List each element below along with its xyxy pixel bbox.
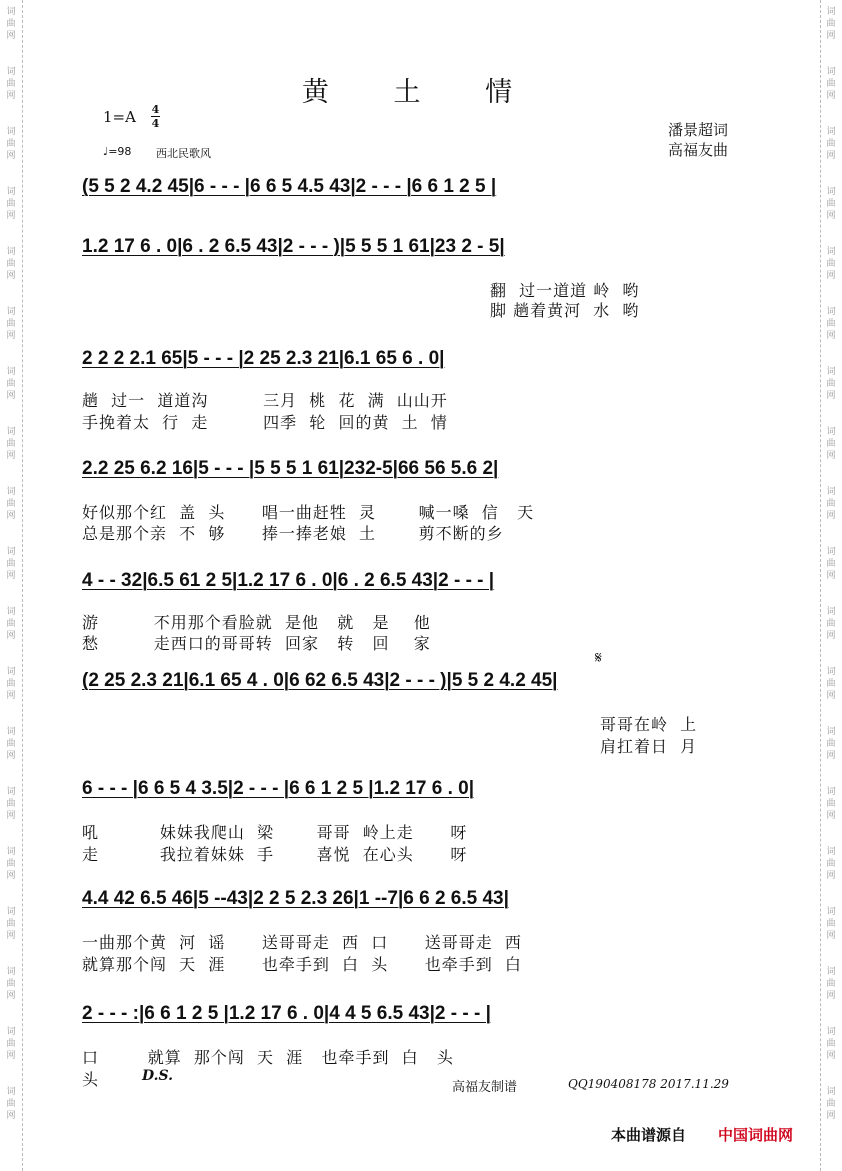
lyrics-line-4a: 游 不用那个看脸就 是他 就 是 他 — [82, 613, 431, 632]
lyrics-line-8b: 头 — [82, 1070, 100, 1089]
lyrics-line-2a: 趟 过一 道道沟 三月 桃 花 满 山山开 — [82, 391, 448, 410]
tempo-marking: ♩=98 — [103, 145, 132, 158]
music-system-2 — [82, 228, 762, 268]
watermark-left: 词 曲 网 词 曲 网 词 曲 网 词 曲 网 词 曲 网 词 曲 网 词 曲 网 词 曲 网 词 曲 网 词 曲 网 词 曲 网 词 曲 网 词 曲 网 词 曲 网 词 曲 网 词 曲 网 词 曲 网 词 曲 网 词 曲 网 — [6, 7, 16, 1121]
notation-line: 2 - - - :|6 6 1 2 5 |1.2 17 6 . 0|4 4 5 6.5 43|2 - - - | — [82, 1003, 491, 1024]
dal-segno-mark: D.S. — [142, 1068, 174, 1084]
lyrics-line-6b: 走 我拉着妹妹 手 喜悦 在心头 呀 — [82, 845, 468, 864]
song-title: 黄 土 情 — [301, 77, 541, 108]
lyrics-line-2b: 手挽着太 行 走 四季 轮 回的黄 土 情 — [82, 413, 448, 432]
music-system-8 — [82, 880, 762, 920]
music-system-9 — [82, 995, 762, 1035]
music-system-1 — [82, 168, 762, 208]
source-label: 本曲谱源自 — [611, 1126, 687, 1144]
engraver-credit: 高福友制谱 — [452, 1080, 518, 1095]
notation-line: 4.4 42 6.5 46|5 --43|2 2 5 2.3 26|1 --7|6 6 2 6.5 43| — [82, 888, 509, 909]
watermark-right: 词 曲 网 词 曲 网 词 曲 网 词 曲 网 词 曲 网 词 曲 网 词 曲 网 词 曲 网 词 曲 网 词 曲 网 词 曲 网 词 曲 网 词 曲 网 词 曲 网 词 曲 网 词 曲 网 词 曲 网 词 曲 网 词 曲 网 — [826, 7, 836, 1121]
music-system-6 — [82, 662, 762, 702]
notation-line: (2 25 2.3 21|6.1 65 4 . 0|6 62 6.5 43|2 - - - )|5 5 2 4.2 45| — [82, 670, 558, 691]
composer-credit: 高福友曲 — [668, 141, 729, 159]
style-marking: 西北民歌风 — [156, 147, 211, 160]
music-system-7 — [82, 770, 762, 810]
lyrics-line-8a: 口 就算 那个闯 天 涯 也牵手到 白 头 — [82, 1048, 454, 1067]
segno-sign: 𝄋 — [595, 648, 602, 667]
lyrics-line-7a: 一曲那个黄 河 谣 送哥哥走 西 口 送哥哥走 西 — [82, 933, 522, 952]
notation-line: 4 - - 32|6.5 61 2 5|1.2 17 6 . 0|6 . 2 6.5 43|2 - - - | — [82, 570, 495, 591]
lyricist-credit: 潘景超词 — [668, 121, 729, 139]
lyrics-line-5b: 肩扛着日 月 — [600, 737, 698, 756]
lyrics-line-5a: 哥哥在岭 上 — [600, 715, 698, 734]
notation-line: 2.2 25 6.2 16|5 - - - |5 5 5 1 61|232-5|66 56 5.6 2| — [82, 458, 499, 479]
lyrics-line-4b: 愁 走西口的哥哥转 回家 转 回 家 — [82, 634, 431, 653]
notation-line: 2 2 2 2.1 65|5 - - - |2 25 2.3 21|6.1 65 6 . 0| — [82, 348, 445, 369]
source-site-link[interactable]: 中国词曲网 — [718, 1126, 794, 1144]
notation-line: 6 - - - |6 6 5 4 3.5|2 - - - |6 6 1 2 5 |1.2 17 6 . 0| — [82, 778, 475, 799]
time-signature: 4 4 — [151, 103, 160, 130]
key-signature: 1=A — [103, 108, 136, 126]
lyrics-line-3a: 好似那个红 盖 头 唱一曲赶牲 灵 喊一嗓 信 天 — [82, 503, 535, 522]
lyrics-line-1b: 脚 趟着黄河 水 哟 — [490, 301, 640, 320]
lyrics-line-6a: 吼 妹妹我爬山 梁 哥哥 岭上走 呀 — [82, 823, 468, 842]
music-system-4 — [82, 450, 762, 490]
notation-line: 1.2 17 6 . 0|6 . 2 6.5 43|2 - - - )|5 5 5 1 61|23 2 - 5| — [82, 236, 505, 257]
qq-date: QQ190408178 2017.11.29 — [568, 1077, 729, 1091]
lyrics-line-7b: 就算那个闯 天 涯 也牵手到 白 头 也牵手到 白 — [82, 955, 522, 974]
lyrics-line-3b: 总是那个亲 不 够 捧一捧老娘 土 剪不断的乡 — [82, 524, 504, 543]
music-system-5 — [82, 562, 762, 602]
music-system-3 — [82, 340, 762, 380]
notation-line: (5 5 2 4.2 45|6 - - - |6 6 5 4.5 43|2 - - - |6 6 1 2 5 | — [82, 176, 497, 197]
lyrics-line-1a: 翻 过一道道 岭 哟 — [490, 281, 640, 300]
